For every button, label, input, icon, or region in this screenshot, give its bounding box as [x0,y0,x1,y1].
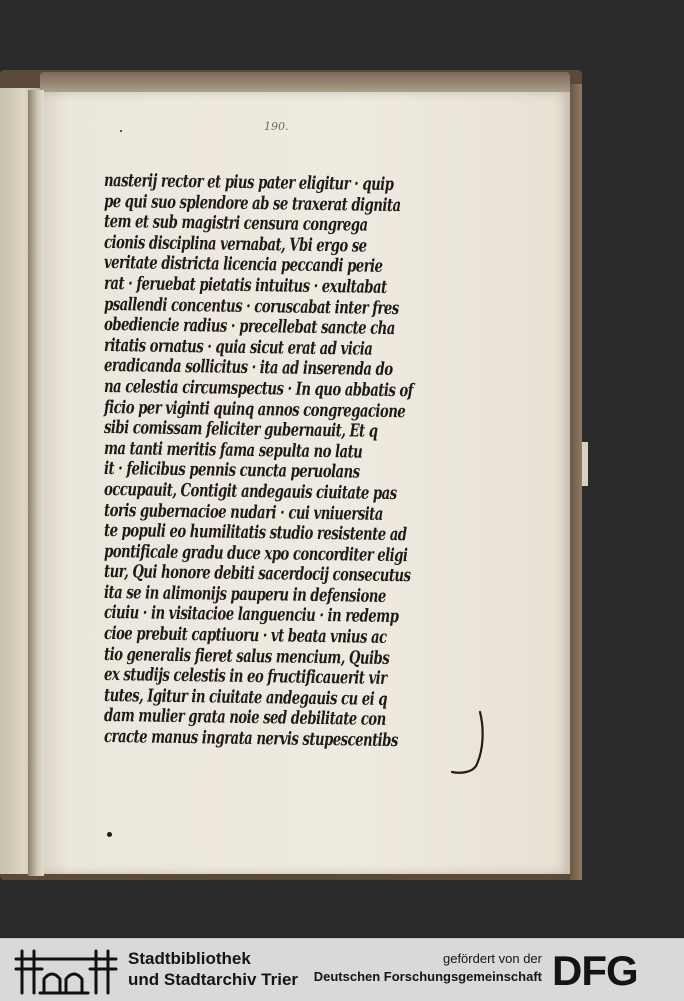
manuscript-text [103,171,474,752]
manuscript-line: tio generalis fieret salus mencium, Quibs [103,644,390,670]
institution-name-line2: und Stadtarchiv Trier [128,970,299,989]
manuscript-line: veritate districta licencia peccandi perie [103,253,383,278]
dfg-logo-text: DFG [552,949,638,991]
manuscript-line: psallendi concentus · coruscabat inter fres [103,294,399,320]
manuscript-line: ma tanti meritis fama sepulta no latu [103,438,363,463]
fore-edge [570,84,582,880]
trier-city-gate-logo-icon [12,945,120,997]
digitization-footer [0,938,684,1001]
manuscript-line: cracte manus ingrata nervis stupescentibs [103,727,398,752]
manuscript-line: toris gubernacioe nudari · cui vniuersita [103,500,383,525]
page-tab [582,442,588,486]
manuscript-line: ritatis ornatus · quia sicut erat ad vicia [103,335,373,360]
manuscript-line: ita se in alimonijs pauperu in defensione [103,582,386,608]
manuscript-line: tutes, Igitur in ciuitate andegauis cu ei q [103,685,388,711]
dfg-logo [552,949,676,991]
line-end-flourish [450,710,490,780]
manuscript-line: na celestia circumspectus · In quo abbatis of [103,377,413,402]
manuscript-line: ficio per viginti quinq annos congregacione [103,397,406,423]
manuscript-line: obediencie radius · precellebat sancte cha [103,315,395,340]
manuscript-line: rat · feruebat pietatis intuitus · exultabat [103,274,387,299]
funding-credit-line2: Deutschen Forschungsgemeinschaft [313,969,542,984]
manuscript-line: cionis disciplina vernabat, Vbi ergo se [103,232,367,257]
manuscript-line: occupauit, Contigit andegauis ciuitate pas [103,480,397,505]
manuscript-line: tem et sub magistri censura congrega [103,212,368,237]
manuscript-line: pe qui suo splendore ab se traxerat dignita [103,191,401,217]
funding-credit [314,950,542,986]
manuscript-line: tur, Qui honore debiti sacerdocij consecutus [103,562,411,587]
folio-number: 190. [264,120,289,133]
manuscript-line: nasterij rector et pius pater eligitur · quip [103,171,394,196]
ink-dot [107,832,112,837]
manuscript-line: ciuiu · in visitacioe languenciu · in redemp [103,603,399,628]
funding-credit-line1: gefördert von der [442,951,542,966]
manuscript-line: ex studijs celestis in eo fructificauerit vir [103,665,387,690]
manuscript-line: dam mulier grata noie sed debilitate con [103,706,386,731]
manuscript-line: sibi comissam feliciter gubernauit, Et q [103,418,378,443]
institution-name-line1: Stadtbibliothek [128,949,251,968]
book-gutter [28,90,44,876]
manuscript-line: eradicanda sollicitus · ita ad inserenda do [103,356,393,381]
manuscript-line: cioe prebuit captiuoru · vt beata vnius ac [103,624,387,649]
manuscript-line: te populi eo humilitatis studio resistente ad [103,521,407,546]
institution-name [128,948,298,990]
manuscript-line: pontificale gradu duce xpo concorditer eligi [103,541,408,567]
manuscript-line: it · felicibus pennis cuncta peruolans [103,459,360,484]
ink-speck [120,130,122,132]
